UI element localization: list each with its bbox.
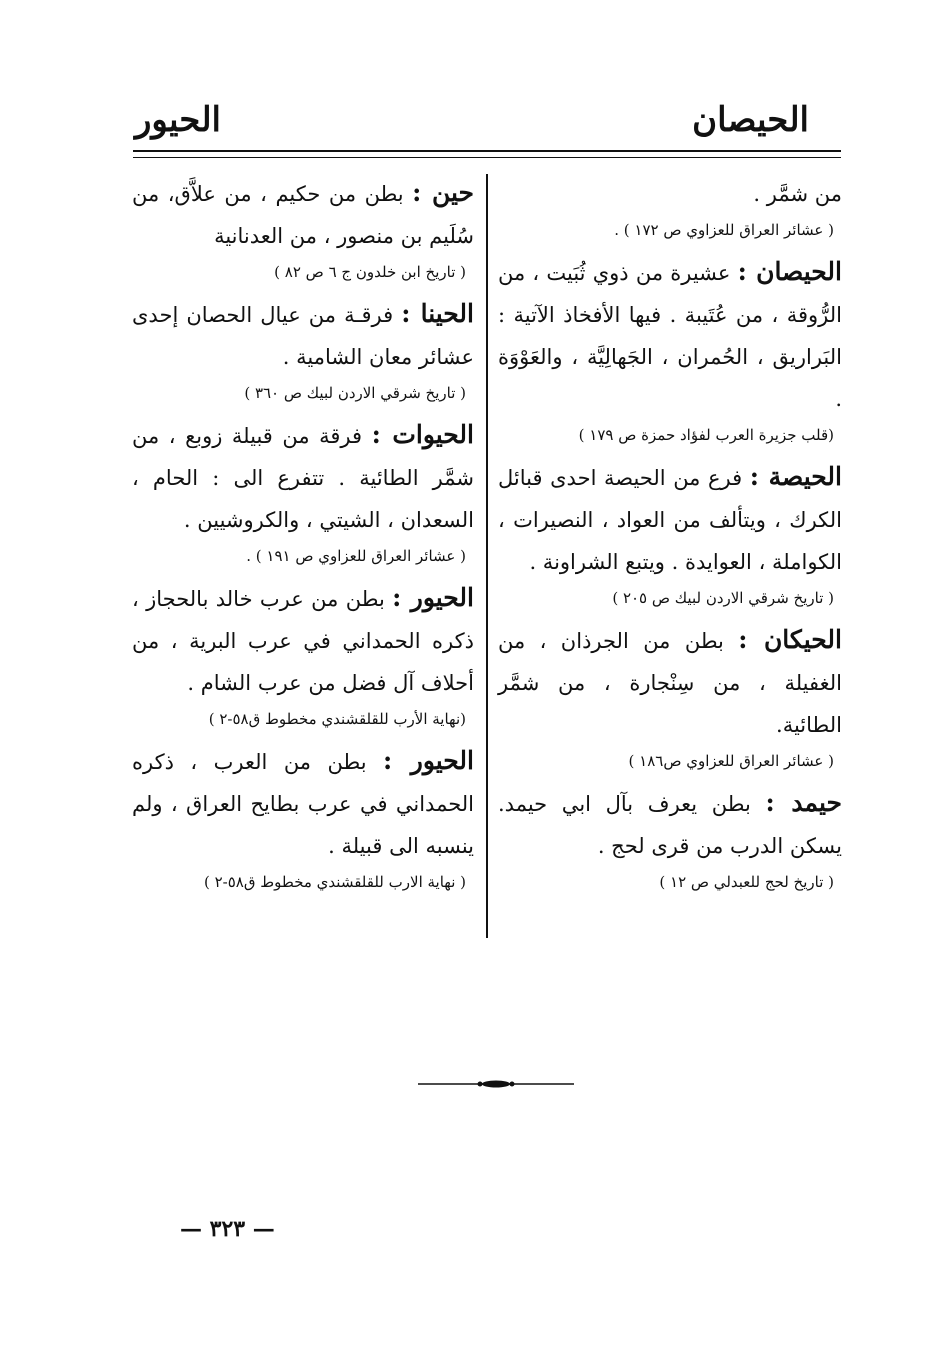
entry-source: ( تاريخ شرقي الاردن لبيك ص ٢٠٥ ) [612, 589, 834, 607]
entry-head: حين : [412, 178, 474, 207]
entry [498, 172, 842, 245]
entry-head: الحيصة : [749, 462, 842, 491]
entry-text [132, 577, 474, 704]
entry-text [498, 172, 842, 215]
entry-text [498, 782, 842, 867]
entry-source: ( نهاية الارب للقلقشندي مخطوط ق٥٨-٢ ) [203, 873, 466, 891]
entry-text [498, 619, 842, 746]
entry-text [498, 456, 842, 583]
entry-body: من شمَّر . [753, 182, 842, 206]
entry-text [132, 740, 474, 867]
entry-body: بطن يعرف بآل ابي حيمد. يسكن الدرب من قرى لحج . [498, 792, 842, 858]
entry-head: الحينا : [401, 299, 474, 328]
entry-head: الحيور : [383, 746, 474, 775]
entry-text [132, 172, 474, 257]
entry [498, 251, 842, 450]
entry-body: عشيرة من ذوي ثُبَيت ، من الرُّوقة ، من عُتَيبة . فيها الأفخاذ الآتية : البَراريق ، الحُمران ، الجَهالِيَّة ، والعَوْوَة . [498, 261, 842, 411]
entry [498, 782, 842, 897]
header-rule-thin [133, 157, 841, 158]
entry-source: (قلب جزيرة العرب لفؤاد حمزة ص ١٧٩ ) [578, 426, 834, 444]
entry-body: بطن من حكيم ، من علاَّق، من سُلَيم بن منصور ، من العدنانية [132, 182, 474, 248]
entry-head: حيمد : [765, 788, 842, 817]
entry [132, 172, 474, 287]
page-number: — ٣٢٣ — [180, 1216, 275, 1242]
entry [132, 740, 474, 897]
entry-body: فرقة من قبيلة زوبع ، من شمَّر الطائية . تتفرع الى : الحام ، السعدان ، الشيتي ، والكروشيين . [132, 424, 474, 532]
entry-body: بطن من العرب ، ذكره الحمداني في عرب بطايح العراق ، ولم ينسبه الى قبيلة . [132, 750, 474, 858]
entry-head: الحيصان : [737, 257, 842, 286]
entry [498, 619, 842, 776]
right-column [498, 172, 842, 903]
entry-body: بطن من الجرذان ، من الغفيلة ، من سِنْجارة ، من شمَّر الطائية. [498, 629, 842, 737]
entry [132, 414, 474, 571]
entry-body: فرع من الحيصة احدى قبائل الكرك ، ويتألف من العواد ، النصيرات ، الكواملة ، العوايدة . ويتبع الشراونة . [498, 466, 842, 574]
entry-head: الحيوات : [371, 420, 474, 449]
header-rule-thick [133, 150, 841, 152]
entry-source: ( عشائر العراق للعزاوي ص١٨٦ ) [628, 752, 834, 770]
end-ornament [418, 1078, 574, 1090]
entry-source: ( عشائر العراق للعزاوي ص ١٩١ ) . [246, 547, 466, 565]
entry-text [132, 293, 474, 378]
entry [132, 293, 474, 408]
entry [498, 456, 842, 613]
entry-head: الحيكان : [738, 625, 842, 654]
entry-source: ( عشائر العراق للعزاوي ص ١٧٢ ) . [614, 221, 834, 239]
entry-source: (نهاية الأرب للقلقشندي مخطوط ق٥٨-٢ ) [208, 710, 466, 728]
entry [132, 577, 474, 734]
entry-body: بطن من عرب خالد بالحجاز ، ذكره الحمداني في عرب البرية ، من أحلاف آل فضل من عرب الشام . [132, 587, 474, 695]
entry-body: فرقـة من عيال الحصان إحدى عشائر معان الشامية . [132, 303, 474, 369]
entry-text [132, 414, 474, 541]
entry-source: ( تاريخ ابن خلدون ج ٦ ص ٨٢ ) [274, 263, 466, 281]
entry-head: الحيور : [392, 583, 474, 612]
entry-text [498, 251, 842, 420]
left-column [132, 172, 474, 903]
running-header-right: الحيصان [692, 100, 809, 140]
entry-source: ( تاريخ لحج للعبدلي ص ١٢ ) [659, 873, 834, 891]
column-divider [486, 174, 488, 938]
entry-source: ( تاريخ شرقي الاردن لبيك ص ٣٦٠ ) [244, 384, 466, 402]
running-header-left: الحيور [135, 100, 221, 140]
